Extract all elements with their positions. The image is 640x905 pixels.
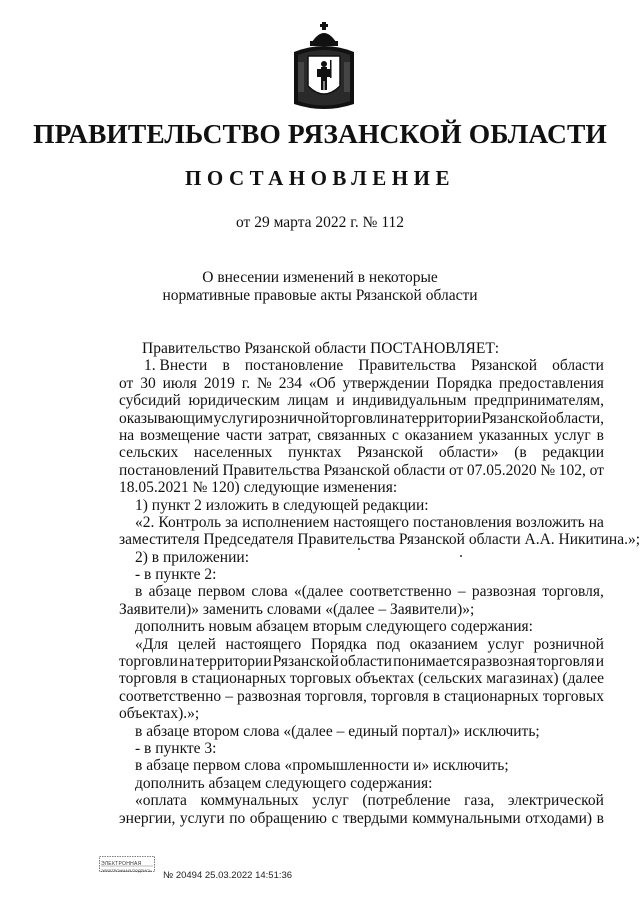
body-word: по: [229, 809, 246, 827]
body-word: утверждении: [342, 374, 430, 392]
body-word: услуги: [179, 809, 225, 827]
body-word: услуг: [312, 792, 349, 810]
body-word: электрической: [507, 792, 604, 810]
body-word: твердыми: [342, 809, 408, 827]
body-word: Правительства: [222, 461, 321, 479]
body-word: Рязанской: [272, 653, 339, 671]
body-line: [119, 636, 604, 653]
body-word: торговых: [290, 670, 352, 688]
body-line: [119, 410, 604, 427]
body-word: Правительства: [358, 357, 456, 375]
body-line: заместителя Председателя Правительства Рязанской области А.А. Никитина.»;: [119, 531, 640, 549]
government-title: ПРАВИТЕЛЬСТВО РЯЗАНСКОЙ ОБЛАСТИ: [33, 118, 607, 149]
body-word: Рязанской: [470, 357, 538, 375]
document-body: [119, 340, 640, 827]
body-word: «Об: [308, 374, 336, 392]
stamp-sub-label: ЭЛЕКТРОННАЯ ПОДПИСЬ: [101, 868, 152, 873]
body-word: торговля: [536, 653, 595, 671]
body-word: развозная: [237, 687, 302, 705]
body-word: целей: [177, 635, 216, 653]
body-word: части: [225, 426, 263, 444]
body-word: на: [119, 426, 135, 444]
body-word: коммунальных: [200, 792, 299, 810]
body-word: постановления: [413, 513, 512, 531]
body-word: в: [180, 670, 188, 688]
body-word: (потребление: [362, 792, 451, 810]
body-line: Правительство Рязанской области ПОСТАНОВЛЯЕТ:: [142, 340, 500, 357]
document-type: ПОСТАНОВЛЕНИЕ: [185, 166, 455, 190]
body-word: понимается: [393, 653, 471, 671]
body-word: энергии,: [119, 809, 176, 827]
document-footer: [99, 856, 349, 886]
body-line: 2) в приложении:: [135, 548, 249, 566]
body-word: на: [389, 409, 405, 427]
body-word: услуг: [487, 635, 524, 653]
body-line: [119, 427, 604, 444]
body-word: газа,: [464, 792, 495, 810]
body-line: [119, 375, 604, 392]
body-word: территории: [405, 409, 482, 427]
body-word: предпринимателям,: [474, 392, 604, 410]
body-word: услуг: [554, 426, 591, 444]
body-word: в: [432, 687, 441, 705]
body-word: от: [448, 461, 464, 479]
subject-line: О внесении изменений в некоторые: [202, 269, 438, 286]
body-line: [119, 462, 604, 479]
subject-line: нормативные правовые акты Рязанской области: [162, 287, 478, 304]
body-word: (в: [514, 444, 527, 462]
body-word: №: [540, 461, 556, 479]
body-word: первом: [197, 583, 246, 601]
body-word: редакции: [542, 444, 604, 462]
body-word: «(далее: [293, 583, 344, 601]
body-word: с: [331, 809, 339, 827]
body-word: (далее: [562, 670, 604, 688]
body-word: и: [595, 653, 604, 671]
body-line: 18.05.2021 № 120) следующие изменения:: [119, 479, 398, 497]
body-word: «оплата: [135, 792, 187, 810]
scan-speck: [460, 555, 462, 557]
body-word: постановление: [244, 357, 344, 375]
body-word: от: [119, 374, 134, 392]
body-word: торговых: [542, 687, 604, 705]
body-word: Рязанской: [357, 444, 424, 462]
body-word: –: [457, 583, 466, 601]
body-word: под: [376, 635, 400, 653]
body-word: г.: [241, 374, 251, 392]
body-word: торговли: [119, 653, 178, 671]
body-word: оказанием: [409, 635, 478, 653]
scan-speck: [358, 548, 360, 550]
body-word: указанных: [478, 426, 549, 444]
body-word: области: [552, 357, 604, 375]
body-word: развозная: [471, 653, 536, 671]
body-line: [119, 392, 604, 409]
body-word: объектах: [355, 670, 415, 688]
body-word: торговля: [370, 687, 429, 705]
body-word: в: [596, 809, 604, 827]
body-line: [119, 583, 604, 600]
body-word: на: [179, 653, 195, 671]
body-word: коммунальными: [412, 809, 521, 827]
body-line: дополнить новым абзацем вторым следующего содержания:: [135, 618, 533, 636]
body-word: области: [340, 653, 392, 671]
body-word: 1. Внести: [144, 357, 208, 375]
body-word: области,: [548, 409, 604, 427]
registration-number: № 20494 25.03.2022 14:51:36: [163, 870, 293, 881]
body-word: сельских: [119, 444, 179, 462]
body-line: - в пункте 2:: [135, 566, 217, 584]
body-line: в абзаце втором слова «(далее – единый портал)» исключить;: [135, 722, 540, 740]
body-word: населенных: [193, 444, 273, 462]
body-word: 07.05.2020: [466, 461, 537, 479]
body-word: за: [225, 513, 239, 531]
body-word: предоставления: [498, 374, 604, 392]
body-word: возложить: [515, 513, 585, 531]
body-word: субсидий: [119, 392, 181, 410]
body-word: июля: [162, 374, 197, 392]
body-word: соответственно: [349, 583, 452, 601]
body-line: [119, 688, 604, 705]
body-word: обращению: [249, 809, 327, 827]
body-word: возмещение: [140, 426, 220, 444]
body-word: территории: [195, 653, 272, 671]
stamp-label: ЭЛЕКТРОННАЯ: [101, 861, 142, 867]
body-word: в: [222, 357, 230, 375]
body-word: услуги: [213, 409, 259, 427]
body-line: объектах).»;: [119, 705, 200, 723]
document-subject: [0, 269, 640, 305]
body-word: 30: [140, 374, 156, 392]
body-word: стационарных: [444, 687, 539, 705]
body-word: «2.: [135, 513, 155, 531]
body-word: 234: [278, 374, 302, 392]
body-line: 1) пункт 2 изложить в следующей редакции:: [135, 496, 429, 514]
body-word: магазинах): [486, 670, 559, 688]
body-line: Заявители)» заменить словами «(далее – Заявители)»;: [119, 600, 475, 618]
body-word: торговли: [329, 409, 389, 427]
body-line: [119, 444, 604, 461]
body-word: абзаце: [148, 583, 192, 601]
body-word: отходами): [525, 809, 593, 827]
body-line: [119, 514, 604, 531]
body-word: развозная: [471, 583, 537, 601]
body-word: Порядка: [436, 374, 493, 392]
body-word: соответственно: [119, 687, 222, 705]
body-word: настоящего: [333, 513, 410, 531]
body-word: постановлений: [119, 461, 219, 479]
body-word: области: [393, 461, 446, 479]
body-word: 2019: [203, 374, 235, 392]
body-line: - в пункте 3:: [135, 739, 217, 757]
body-word: оказывающим: [119, 409, 214, 427]
body-line: [119, 670, 604, 687]
body-word: Рязанской: [323, 461, 390, 479]
body-word: «Для: [135, 635, 169, 653]
body-word: в: [135, 583, 143, 601]
ryazan-coat-of-arms-icon: [290, 22, 358, 114]
body-word: слова: [251, 583, 288, 601]
body-word: Порядка: [310, 635, 367, 653]
body-word: торговля,: [305, 687, 367, 705]
body-line: [119, 792, 604, 809]
body-word: розничной: [258, 409, 330, 427]
body-word: связанных: [317, 426, 387, 444]
body-word: 102,: [558, 461, 586, 479]
body-word: розничной: [533, 635, 604, 653]
body-word: Контроль: [158, 513, 222, 531]
body-line: [119, 653, 604, 670]
body-word: с: [391, 426, 399, 444]
body-word: №: [257, 374, 272, 392]
body-word: торговля: [119, 670, 177, 688]
document-date-number: от 29 марта 2022 г. № 112: [236, 214, 404, 231]
body-word: области»: [438, 444, 499, 462]
body-word: лицам: [287, 392, 329, 410]
body-word: стационарных: [191, 670, 287, 688]
body-line: дополнить абзацем следующего содержания:: [135, 774, 433, 792]
body-word: –: [225, 687, 233, 705]
body-word: (сельских: [418, 670, 483, 688]
body-line: [119, 357, 604, 374]
body-word: настоящего: [225, 635, 302, 653]
body-line: [119, 810, 604, 827]
body-word: исполнением: [242, 513, 330, 531]
body-word: в: [596, 426, 604, 444]
body-word: торговля,: [542, 583, 604, 601]
body-word: Рязанской: [481, 409, 548, 427]
body-word: затрат,: [268, 426, 312, 444]
body-word: пунктах: [288, 444, 342, 462]
body-line: в абзаце первом слова «промышленности и» исключить;: [135, 757, 509, 775]
body-word: на: [588, 513, 604, 531]
body-word: и: [336, 392, 345, 410]
body-word: от: [589, 461, 604, 479]
body-word: оказанием: [404, 426, 473, 444]
body-word: индивидуальным: [352, 392, 467, 410]
body-word: юридическим: [188, 392, 280, 410]
